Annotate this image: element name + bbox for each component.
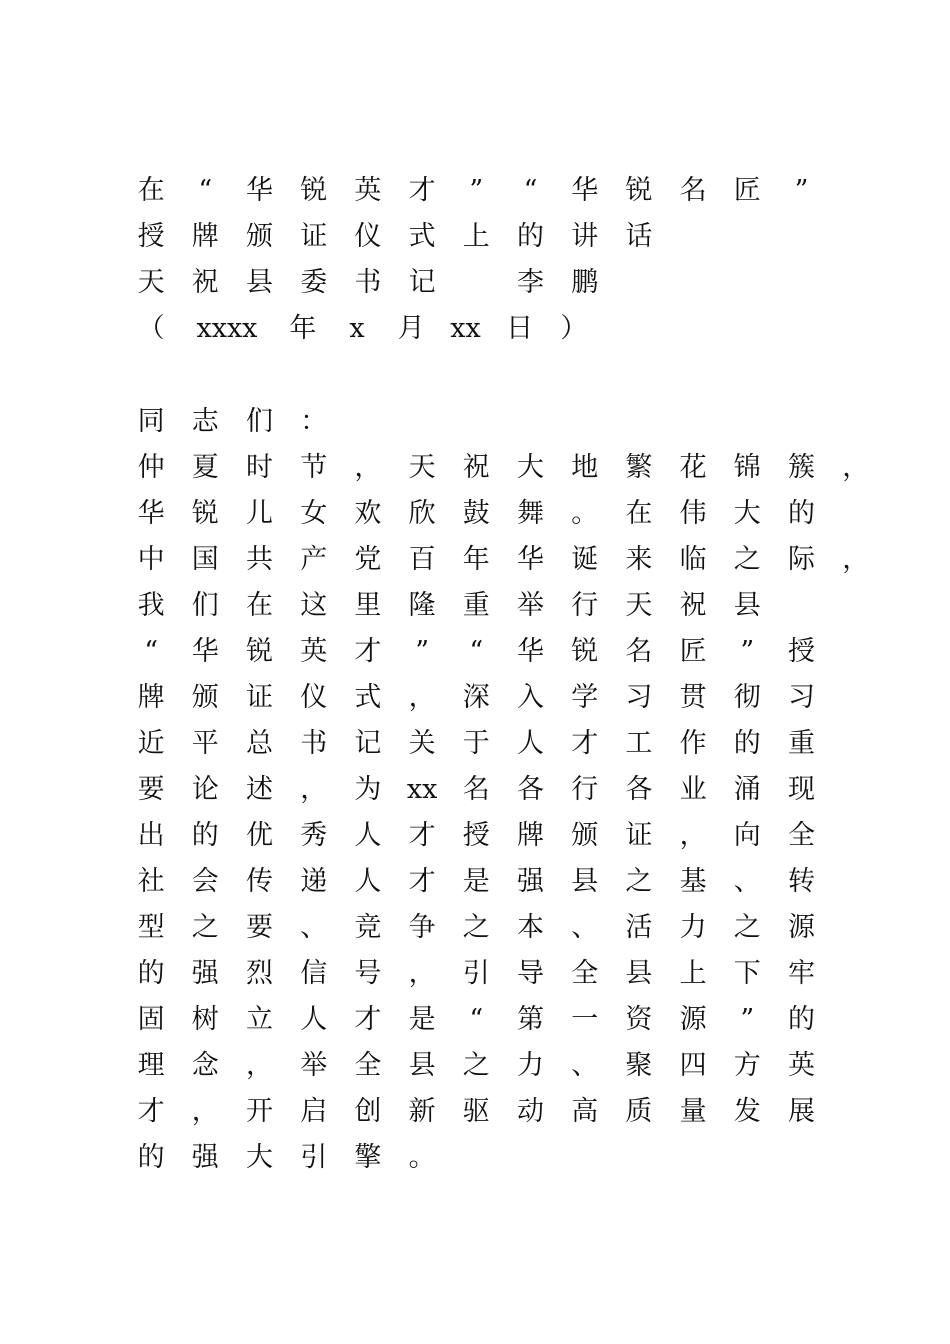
- document-page: 在 “ 华 锐 英 才 ” “ 华 锐 名 匠 ” 授 牌 颁 证 仪 式 上 的 讲 话 天 祝 县 委 书 记 李 鹏 （ xxxx 年 x 月 xx 日 ） 同 志 们 ： 仲 夏 时 节 ， 天 祝 大 地 繁 花 锦 簇 ， 华 锐 儿 女 欢 欣 鼓 舞 。 在 伟 大 的 中 国 共 产 党 百 年 华 诞 来 临 之 际 ， 我 们 在 这 里 隆 重 举 行 天 祝 县 “ 华 锐 英 才 ” “ 华 锐 名 匠 ” 授 牌 颁 证 仪 式 ， 深 入 学 习 贯 彻 习 近 平 总 书 记 关 于 人 才 工 作 的 重 要 论 述 ， 为 xx 名 各 行 各 业 涌 现 出 的 优 秀 人 才 授 牌 颁 证 ， 向 全 社 会 传 递 人 才 是 强 县 之 基 、 转 型 之 要 、 竞 争 之 本 、 活 力 之 源 的 强 烈 信 号 ， 引 导 全 县 上 下 牢 固 树 立 人 才 是 “ 第 一 资 源 ” 的 理 念 ， 举 全 县 之 力 、 聚 四 方 英 才 ， 开 启 创 新 驱 动 高 质 量 发 展 的 强 大 引 擎 。: [137, 175, 870, 1173]
